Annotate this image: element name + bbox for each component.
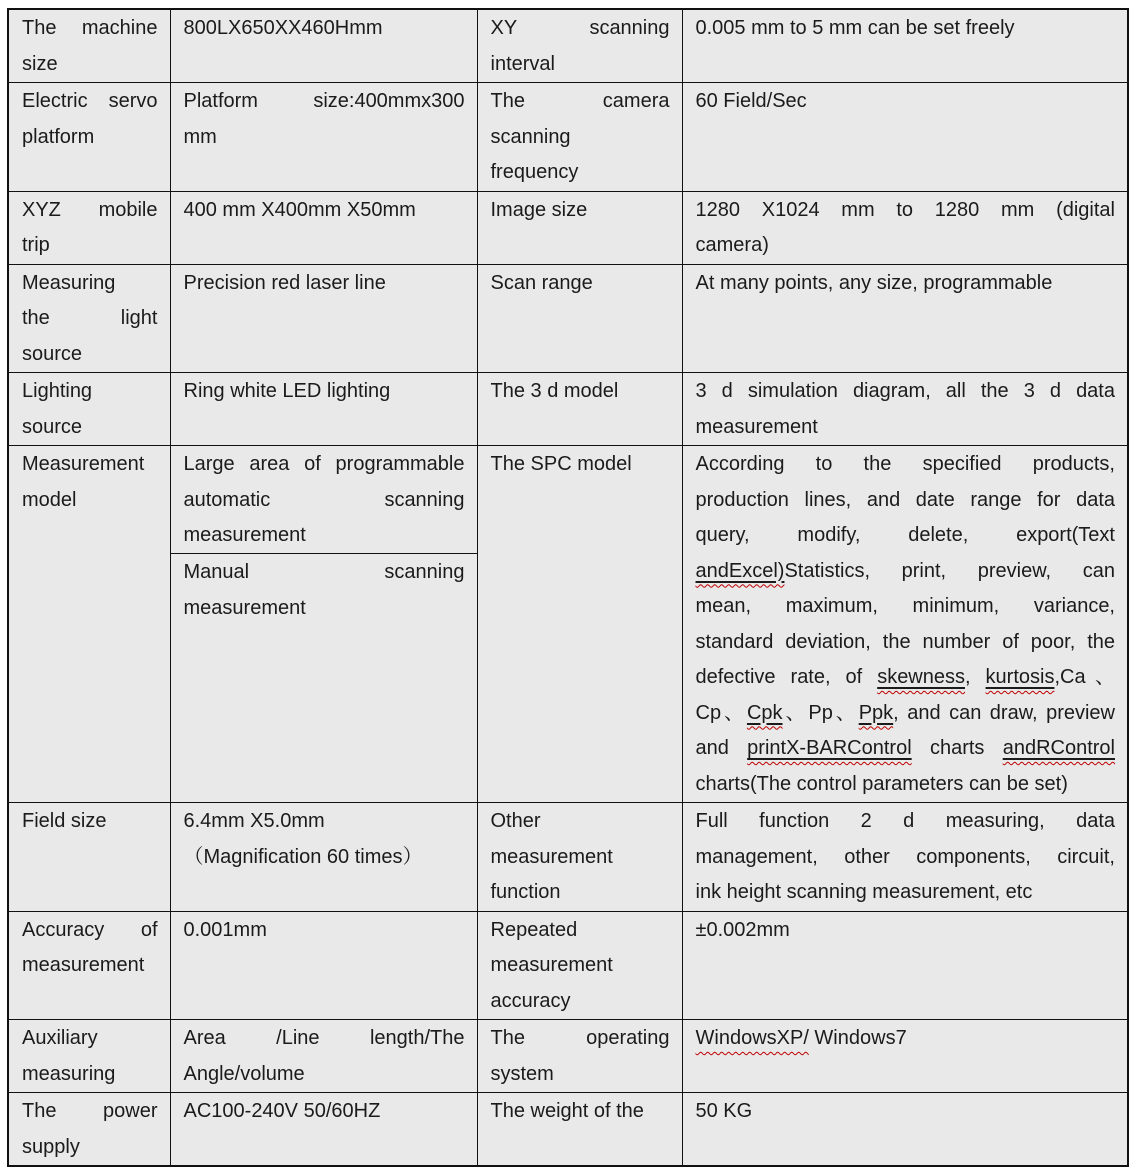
text-line: andExcel)Statistics, print, preview, can <box>695 559 1115 582</box>
text-line: Large area of programmable <box>183 453 465 475</box>
weight-label <box>477 1093 682 1167</box>
auto-scanning-measurement-cell <box>171 446 477 554</box>
text-line: measurement <box>490 954 613 976</box>
machine-size-label <box>8 9 170 83</box>
platform-size-value <box>170 83 477 192</box>
text-line: system <box>490 1062 554 1085</box>
auxiliary-measuring-label <box>8 1020 170 1093</box>
text-line: WindowsXP/ Windows7 <box>695 1027 907 1049</box>
text-line: measurement <box>183 524 306 546</box>
power-supply-label <box>8 1093 170 1167</box>
text-line: measurement <box>22 954 145 976</box>
text-line: The power <box>22 1100 158 1122</box>
text-line: The operating <box>490 1027 670 1049</box>
scan-range-label <box>477 264 682 373</box>
table-row <box>8 373 1128 446</box>
text-line: ±0.002mm <box>695 918 790 941</box>
image-size-value <box>682 191 1128 264</box>
field-size-value <box>170 803 477 912</box>
text-line: function <box>490 881 561 903</box>
underlined-misspelled-word: andRControl <box>1002 737 1115 759</box>
text-line: ink height scanning measurement, etc <box>695 881 1033 903</box>
text-line: automatic scanning <box>183 488 465 511</box>
text-line: 400 mm X400mm X50mm <box>183 198 416 221</box>
text-line: measurement <box>183 596 306 619</box>
text-line: camera) <box>695 234 769 256</box>
xyz-mobile-trip-label <box>8 191 170 264</box>
manual-scanning-measurement-cell <box>171 554 477 626</box>
operating-system-label <box>477 1020 682 1093</box>
power-supply-value <box>170 1093 477 1167</box>
auxiliary-measuring-value <box>170 1020 477 1093</box>
text-line: Full function 2 d measuring, data <box>695 810 1115 832</box>
xy-scanning-interval-value <box>682 9 1128 83</box>
text-line: XYZ mobile <box>22 198 158 221</box>
text-line: Manual scanning <box>183 561 465 583</box>
machine-size-value <box>170 9 477 83</box>
text-line: interval <box>490 52 555 75</box>
text-line: platform <box>22 125 95 148</box>
text-line: source <box>22 415 83 438</box>
text-line: query, modify, delete, export(Text <box>695 524 1115 546</box>
text-line: Ring white LED lighting <box>183 380 391 402</box>
text-line: supply <box>22 1135 80 1158</box>
text-line: According to the specified products, <box>695 453 1115 475</box>
underlined-misspelled-word: Cpk <box>746 701 783 724</box>
text-line: 6.4mm X5.0mm <box>183 810 325 832</box>
text-line: （Magnification 60 times） <box>183 845 423 868</box>
other-measurement-function-value <box>682 803 1128 912</box>
weight-value <box>682 1093 1128 1167</box>
table-row <box>8 911 1128 1020</box>
text-line: 60 Field/Sec <box>695 90 807 112</box>
lighting-source-label <box>8 373 170 446</box>
text-line: 0.001mm <box>183 918 267 941</box>
text-line: defective rate, of skewness, kurtosis,Ca、 <box>695 666 1115 688</box>
text-line: model <box>22 488 77 511</box>
table-row <box>8 803 1128 912</box>
table-row <box>8 264 1128 373</box>
accuracy-of-measurement-label <box>8 911 170 1020</box>
3d-model-label <box>477 373 682 446</box>
measuring-light-source-label <box>8 264 170 373</box>
text-line: Cp、Cpk、Pp、Ppk, and can draw, preview <box>695 701 1116 724</box>
text-line: The 3 d model <box>490 380 619 402</box>
text-line: accuracy <box>490 989 571 1012</box>
accuracy-of-measurement-value <box>170 911 477 1020</box>
text-line: scanning <box>490 125 571 148</box>
text-line: frequency <box>490 161 579 183</box>
text-line: The camera <box>490 90 670 112</box>
text-line: size <box>22 52 58 75</box>
text-line: Scan range <box>490 271 593 294</box>
text-line: AC100-240V 50/60HZ <box>183 1100 381 1122</box>
text-line: Electric servo <box>22 90 158 112</box>
underlined-misspelled-word: Ppk <box>858 701 894 724</box>
text-line: XY scanning <box>490 17 670 39</box>
text-line: charts(The control parameters can be set) <box>695 772 1068 795</box>
other-measurement-function-label <box>477 803 682 912</box>
measurement-model-value <box>170 446 477 803</box>
text-line: mean, maximum, minimum, variance, <box>695 595 1115 617</box>
text-line: standard deviation, the number of poor, the <box>695 630 1115 653</box>
repeated-measurement-accuracy-label <box>477 911 682 1020</box>
text-line: At many points, any size, programmable <box>695 271 1053 294</box>
text-line: Measurement <box>22 453 145 475</box>
measurement-model-label <box>8 446 170 803</box>
text-line: management, other components, circuit, <box>695 845 1115 868</box>
text-line: Area /Line length/The <box>183 1027 465 1049</box>
underlined-misspelled-word: andExcel) <box>695 559 785 582</box>
image-size-label <box>477 191 682 264</box>
text-line: the light <box>22 307 158 329</box>
scan-range-value <box>682 264 1128 373</box>
xyz-mobile-trip-value <box>170 191 477 264</box>
text-line: Lighting <box>22 380 93 402</box>
measuring-light-source-value <box>170 264 477 373</box>
field-size-label <box>8 803 170 912</box>
misspelled-word: WindowsXP/ <box>695 1027 809 1049</box>
text-line: 800LX650XX460Hmm <box>183 17 383 39</box>
underlined-misspelled-word: kurtosis <box>985 666 1055 688</box>
spc-model-label <box>477 446 682 803</box>
text-line: 50 KG <box>695 1100 753 1122</box>
table-row <box>8 191 1128 264</box>
camera-scanning-frequency-label <box>477 83 682 192</box>
text-line: mm <box>183 125 217 148</box>
text-line: Measuring <box>22 271 116 294</box>
text-line: Other <box>490 810 541 832</box>
xy-scanning-interval-label <box>477 9 682 83</box>
text-line: measurement <box>490 845 613 868</box>
text-line: The SPC model <box>490 453 632 475</box>
table-row <box>8 446 1128 803</box>
text-line: and printX-BARControl charts andRControl <box>695 737 1115 759</box>
text-line: source <box>22 342 83 365</box>
text-line: measuring <box>22 1062 116 1085</box>
text-line: Platform size:400mmx300 <box>183 90 465 112</box>
text-line: measurement <box>695 415 818 438</box>
table-row <box>8 83 1128 192</box>
text-line: 1280 X1024 mm to 1280 mm (digital <box>695 198 1115 221</box>
3d-model-value <box>682 373 1128 446</box>
text-line: Auxiliary <box>22 1027 98 1049</box>
repeated-measurement-accuracy-value <box>682 911 1128 1020</box>
electric-servo-platform-label <box>8 83 170 192</box>
spc-model-value <box>682 446 1128 803</box>
text-line: trip <box>22 234 50 256</box>
text-line: 3 d simulation diagram, all the 3 d data <box>695 380 1115 402</box>
text-line: Image size <box>490 198 588 221</box>
text-line: production lines, and date range for data <box>695 488 1115 511</box>
lighting-source-value <box>170 373 477 446</box>
specification-table <box>7 8 1129 1167</box>
table-row <box>8 1093 1128 1167</box>
camera-scanning-frequency-value <box>682 83 1128 192</box>
text-line: Precision red laser line <box>183 271 386 294</box>
table-row <box>8 9 1128 83</box>
table-row <box>8 1020 1128 1093</box>
text-line: The weight of the <box>490 1100 644 1122</box>
text-line: Repeated <box>490 918 578 941</box>
text-line: 0.005 mm to 5 mm can be set freely <box>695 17 1015 39</box>
operating-system-value <box>682 1020 1128 1093</box>
text-line: Field size <box>22 810 107 832</box>
text-line: Accuracy of <box>22 918 158 941</box>
underlined-misspelled-word: skewness <box>877 666 965 688</box>
text-line: Angle/volume <box>183 1062 305 1085</box>
underlined-misspelled-word: printX-BARControl <box>747 737 912 759</box>
text-line: The machine <box>22 17 158 39</box>
